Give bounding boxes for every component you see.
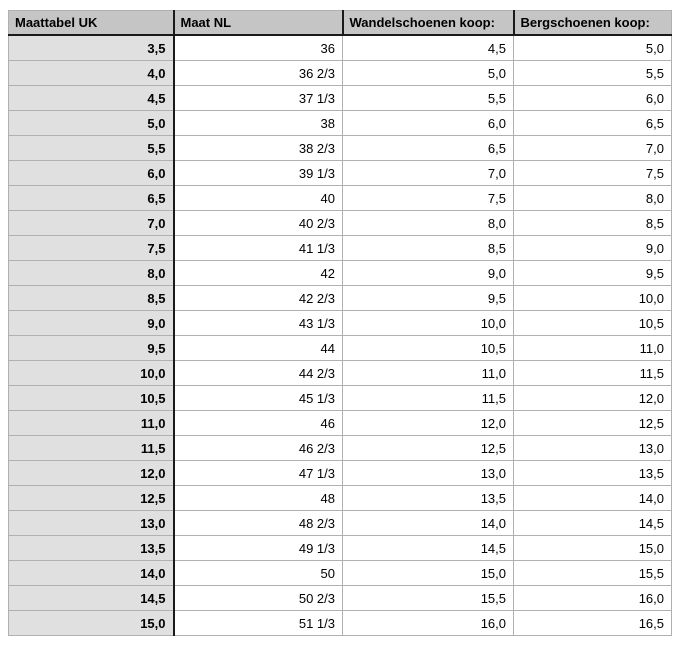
table-row xyxy=(9,461,672,486)
cell-uk: 8,5 xyxy=(9,286,174,311)
table-row xyxy=(9,35,672,61)
cell-uk: 6,0 xyxy=(9,161,174,186)
cell-wandel: 5,0 xyxy=(343,61,514,86)
cell-nl: 42 xyxy=(174,261,343,286)
cell-wandel: 11,0 xyxy=(343,361,514,386)
table-row xyxy=(9,586,672,611)
cell-uk: 12,5 xyxy=(9,486,174,511)
size-chart-container xyxy=(8,10,671,636)
cell-nl: 50 xyxy=(174,561,343,586)
cell-nl: 49 1/3 xyxy=(174,536,343,561)
cell-nl: 40 2/3 xyxy=(174,211,343,236)
cell-uk: 5,0 xyxy=(9,111,174,136)
cell-wandel: 12,0 xyxy=(343,411,514,436)
cell-berg: 10,5 xyxy=(514,311,672,336)
table-row xyxy=(9,61,672,86)
table-row xyxy=(9,236,672,261)
cell-uk: 12,0 xyxy=(9,461,174,486)
cell-nl: 44 2/3 xyxy=(174,361,343,386)
cell-nl: 37 1/3 xyxy=(174,86,343,111)
cell-nl: 36 xyxy=(174,35,343,61)
cell-wandel: 14,5 xyxy=(343,536,514,561)
table-row xyxy=(9,161,672,186)
cell-uk: 7,0 xyxy=(9,211,174,236)
cell-berg: 14,5 xyxy=(514,511,672,536)
cell-berg: 7,0 xyxy=(514,136,672,161)
table-row xyxy=(9,286,672,311)
table-row xyxy=(9,211,672,236)
cell-nl: 44 xyxy=(174,336,343,361)
cell-berg: 8,0 xyxy=(514,186,672,211)
cell-berg: 13,5 xyxy=(514,461,672,486)
cell-wandel: 8,5 xyxy=(343,236,514,261)
cell-uk: 9,0 xyxy=(9,311,174,336)
cell-nl: 38 xyxy=(174,111,343,136)
cell-nl: 43 1/3 xyxy=(174,311,343,336)
table-row xyxy=(9,486,672,511)
cell-nl: 48 2/3 xyxy=(174,511,343,536)
table-body xyxy=(9,35,672,636)
table-row xyxy=(9,261,672,286)
column-header-wandelschoenen: Wandelschoenen koop: xyxy=(343,11,514,36)
cell-uk: 14,0 xyxy=(9,561,174,586)
cell-wandel: 13,0 xyxy=(343,461,514,486)
cell-nl: 47 1/3 xyxy=(174,461,343,486)
cell-wandel: 6,5 xyxy=(343,136,514,161)
cell-nl: 51 1/3 xyxy=(174,611,343,636)
cell-uk: 10,5 xyxy=(9,386,174,411)
cell-berg: 6,5 xyxy=(514,111,672,136)
cell-wandel: 9,0 xyxy=(343,261,514,286)
cell-wandel: 7,0 xyxy=(343,161,514,186)
table-row xyxy=(9,111,672,136)
cell-wandel: 4,5 xyxy=(343,35,514,61)
table-row xyxy=(9,511,672,536)
table-row xyxy=(9,136,672,161)
table-row xyxy=(9,411,672,436)
table-row xyxy=(9,611,672,636)
table-row xyxy=(9,311,672,336)
table-row xyxy=(9,386,672,411)
cell-berg: 12,0 xyxy=(514,386,672,411)
cell-wandel: 6,0 xyxy=(343,111,514,136)
cell-uk: 14,5 xyxy=(9,586,174,611)
table-row xyxy=(9,536,672,561)
cell-uk: 13,0 xyxy=(9,511,174,536)
cell-berg: 11,5 xyxy=(514,361,672,386)
column-header-maattabel-uk: Maattabel UK xyxy=(9,11,174,36)
cell-wandel: 10,5 xyxy=(343,336,514,361)
cell-wandel: 16,0 xyxy=(343,611,514,636)
cell-nl: 41 1/3 xyxy=(174,236,343,261)
cell-berg: 6,0 xyxy=(514,86,672,111)
cell-berg: 13,0 xyxy=(514,436,672,461)
cell-uk: 11,0 xyxy=(9,411,174,436)
cell-nl: 36 2/3 xyxy=(174,61,343,86)
cell-uk: 7,5 xyxy=(9,236,174,261)
cell-wandel: 15,5 xyxy=(343,586,514,611)
cell-wandel: 10,0 xyxy=(343,311,514,336)
cell-uk: 4,5 xyxy=(9,86,174,111)
cell-uk: 4,0 xyxy=(9,61,174,86)
table-row xyxy=(9,336,672,361)
cell-uk: 13,5 xyxy=(9,536,174,561)
cell-berg: 16,0 xyxy=(514,586,672,611)
cell-berg: 14,0 xyxy=(514,486,672,511)
cell-nl: 46 xyxy=(174,411,343,436)
cell-nl: 50 2/3 xyxy=(174,586,343,611)
cell-uk: 11,5 xyxy=(9,436,174,461)
cell-uk: 8,0 xyxy=(9,261,174,286)
cell-wandel: 14,0 xyxy=(343,511,514,536)
cell-berg: 12,5 xyxy=(514,411,672,436)
cell-wandel: 7,5 xyxy=(343,186,514,211)
cell-berg: 5,5 xyxy=(514,61,672,86)
table-row xyxy=(9,436,672,461)
cell-uk: 15,0 xyxy=(9,611,174,636)
cell-uk: 9,5 xyxy=(9,336,174,361)
cell-wandel: 13,5 xyxy=(343,486,514,511)
cell-nl: 46 2/3 xyxy=(174,436,343,461)
size-chart-table xyxy=(8,10,672,636)
table-row xyxy=(9,86,672,111)
cell-uk: 3,5 xyxy=(9,35,174,61)
cell-uk: 5,5 xyxy=(9,136,174,161)
cell-berg: 11,0 xyxy=(514,336,672,361)
column-header-bergschoenen: Bergschoenen koop: xyxy=(514,11,672,36)
cell-wandel: 12,5 xyxy=(343,436,514,461)
cell-berg: 16,5 xyxy=(514,611,672,636)
cell-wandel: 11,5 xyxy=(343,386,514,411)
cell-nl: 45 1/3 xyxy=(174,386,343,411)
table-row xyxy=(9,186,672,211)
cell-berg: 7,5 xyxy=(514,161,672,186)
table-header-row xyxy=(9,11,672,36)
cell-berg: 5,0 xyxy=(514,35,672,61)
cell-nl: 42 2/3 xyxy=(174,286,343,311)
table-row xyxy=(9,361,672,386)
cell-wandel: 5,5 xyxy=(343,86,514,111)
cell-nl: 48 xyxy=(174,486,343,511)
cell-nl: 40 xyxy=(174,186,343,211)
cell-wandel: 8,0 xyxy=(343,211,514,236)
cell-berg: 8,5 xyxy=(514,211,672,236)
cell-wandel: 15,0 xyxy=(343,561,514,586)
cell-uk: 10,0 xyxy=(9,361,174,386)
cell-berg: 10,0 xyxy=(514,286,672,311)
cell-berg: 15,5 xyxy=(514,561,672,586)
cell-uk: 6,5 xyxy=(9,186,174,211)
cell-wandel: 9,5 xyxy=(343,286,514,311)
cell-nl: 39 1/3 xyxy=(174,161,343,186)
cell-nl: 38 2/3 xyxy=(174,136,343,161)
cell-berg: 9,0 xyxy=(514,236,672,261)
cell-berg: 9,5 xyxy=(514,261,672,286)
column-header-maat-nl: Maat NL xyxy=(174,11,343,36)
table-row xyxy=(9,561,672,586)
cell-berg: 15,0 xyxy=(514,536,672,561)
